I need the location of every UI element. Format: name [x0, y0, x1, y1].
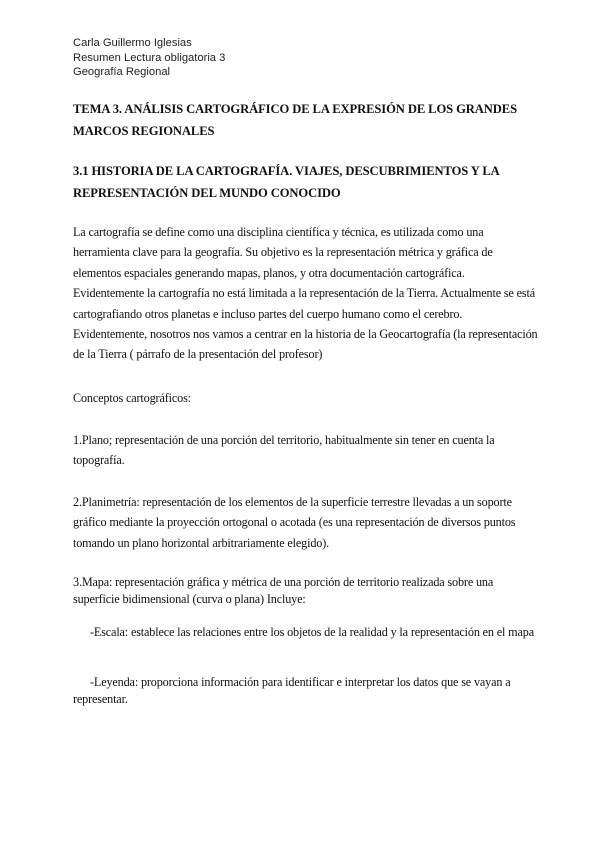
concept-planimetria: 2.Planimetría: representación de los elementos de la superficie terrestre llevadas a un soporte gráfico mediante la proyección ortogonal o acotada (es una representación de diversos puntos tomando un plano horizontal arbitrariamente elegido). — [73, 495, 516, 550]
mapa-leyenda-item: -Leyenda: proporciona información para identificar e interpretar los datos que se vayan a representar. — [73, 675, 511, 707]
concept-plano: 1.Plano; representación de una porción del territorio, habitualmente sin tener en cuenta la topografía. — [73, 433, 495, 468]
topic-heading: TEMA 3. ANÁLISIS CARTOGRÁFICO DE LA EXPRESIÓN DE LOS GRANDES MARCOS REGIONALES — [73, 102, 517, 138]
concepts-label: Conceptos cartográficos: — [73, 391, 191, 405]
mapa-escala-item: -Escala: establece las relaciones entre los objetos de la realidad y la representación en el mapa — [90, 625, 534, 639]
subject-name: Geografía Regional — [73, 66, 171, 79]
document-header — [73, 36, 225, 80]
section-heading: 3.1 HISTORIA DE LA CARTOGRAFÍA. VIAJES, DESCUBRIMIENTOS Y LA REPRESENTACIÓN DEL MUNDO CONOCIDO — [73, 164, 499, 200]
author-name: Carla Guillermo Iglesias — [73, 37, 192, 49]
intro-paragraph: La cartografía se define como una disciplina científica y técnica, es utilizada como una herramienta clave para la geografía. Su objetivo es la representación métrica y gráfica de elementos espaciales generando mapas, planos, y otra documentación cartográfica. Evidentemente la cartografía no está limitada a la representación de la Tierra. Actualmente se está cartografiando otros planetas e incluso partes del cuerpo humano como el cerebro. Evidentemente, nosotros nos vamos a centrar en la historia de la Geocartografía (la representación de la Tierra ( párrafo de la presentación del profesor) — [73, 225, 538, 362]
document-title: Resumen Lectura obligatoria 3 — [73, 51, 226, 64]
concept-mapa: 3.Mapa: representación gráfica y métrica de una porción de territorio realizada sobre una superficie bidimensional (curva o plana) Incluye: — [73, 575, 494, 607]
